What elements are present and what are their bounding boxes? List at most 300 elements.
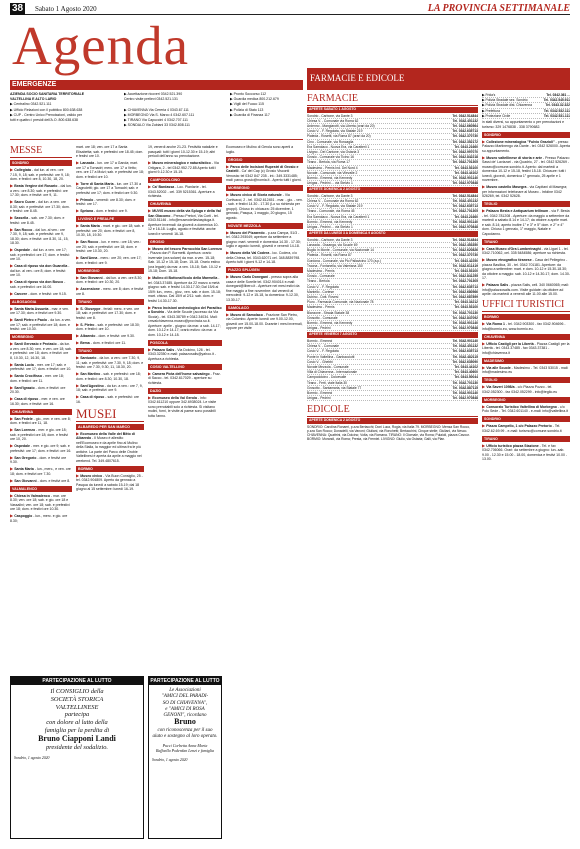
entries <box>482 247 570 297</box>
listing-entry: ▶ Mulino di BottonaVicolo della Marmella - tel. 0343.37485. Aperture da 22 marzo a metà giugno: sab. e festivi 14.30-17.30; Dal 15/6 al 15/9: lun., merc., giov., ven. sab. e dom. 15-18; mart. chiuso. Dal 15/9 al 2/11: sab. dom. e festivi 14.30-17.30. <box>148 275 221 303</box>
pharmacy-phone: Tel. 0342.370730 <box>452 253 478 258</box>
entry-name: Consorzio Turistico Valtellina di Morbegno <box>486 404 557 409</box>
entries <box>148 145 222 175</box>
agenda-title: Agenda <box>12 15 190 76</box>
entry-text: mer. ore 18; dom. e festivi: ore 11. <box>10 374 64 383</box>
pharmacy-phone: Tel. 0342.611419 <box>452 263 478 268</box>
entry-text: Fraz. di Sacco - tel. 0342.617029 - aperture su richiesta. <box>148 371 221 385</box>
listing-entry: ▶ San Martino - sab. e prefestivi: ore 18; dom. e festivi: ore 8.30, 10.30, 18. <box>76 371 141 381</box>
entry-text: dom. e festivi: ore 20.30. <box>10 385 66 394</box>
bullet-icon: ▶ <box>76 223 81 228</box>
entries <box>10 168 72 296</box>
entry-name: San Martino <box>80 372 101 376</box>
useful-number-row <box>482 114 570 119</box>
entry-name: Piazza Campello, 1 c/o Palazzo Pretorio <box>486 424 552 428</box>
bullet-icon: ▶ <box>148 160 153 165</box>
newspaper-name: LA PROVINCIA SETTIMANALE <box>427 3 570 14</box>
bullet-icon: ▶ <box>226 192 231 197</box>
emergency-line: ▶ Polizia di Stato 113 <box>230 107 264 112</box>
listing-entry: ▶ Sassella - sab. ore 7.30; dom. e festivi: ore 8.45. <box>10 215 65 225</box>
farmacie-list <box>307 107 478 401</box>
pharmacy-name: Grosio - Comunale <box>307 274 335 279</box>
entries <box>10 307 72 332</box>
pharmacy-name: Madesimo - Pernis Ind. Del Nord 4 <box>307 165 358 170</box>
entry-name: Bema <box>80 341 90 345</box>
section-band: SONDRIO <box>482 416 570 422</box>
useful-number-label: ▶ Polizia Stradale sez. Sondrio <box>482 98 528 103</box>
section-band: TIRANO <box>76 348 144 354</box>
edicole-title: EDICOLE <box>307 404 478 417</box>
bullet-icon: ▶ <box>76 340 81 345</box>
entry-text: Ca' del Cap (c) Grosio Visconti Venosta: tel 0342 847 235 - int.: 349.3331485; mail: parco.grosio@nomia.it - Aperto tutti i giorni. <box>226 169 302 182</box>
listing-entry: ▶ Ecomuseo della Valle del Bitto di Albaredo - Il Museo è allestito nell'Ecomuseo e da aprile fino al Mulino della Stalla, la maggior ed ultima fra le più antiche. La parte del Parco delle Orobie Valtellinesi è aperta da aprile a maggio nei weekend. Tel. 349.4807615. <box>76 430 142 463</box>
farmacie-edicole-header <box>307 68 570 90</box>
useful-number-label: ▶ Frida's <box>482 93 496 97</box>
pharmacy-phone: Tel. 0342.841255 <box>452 274 478 279</box>
pharmacy-phone: Tel. 0342.901140 <box>452 175 478 180</box>
emergenze-label: EMERGENZE <box>12 81 57 88</box>
entry-text: dom. e festivi ore 8. <box>39 478 71 483</box>
section-band: CHIAVENNA <box>10 409 72 415</box>
listing-entry: ▶ Santi Gervasio e Protasio - da lun. a ven. ore 8.30; ven. e ven. ore 18; sab. e prefestivi: ore 18; dom. e festivi: ore 8, 10.30, 12, 16.30, 18. <box>10 341 72 360</box>
emergenze-col-3 <box>230 92 303 118</box>
farmacie-title: FARMACIE <box>307 93 478 106</box>
entry-name: San Rocco <box>80 240 99 244</box>
pharmacy-phone: Tel. 0342.453350 <box>452 242 478 247</box>
entry-text: p.zza Campa, 51/3 - tel. 0342.293049; aperture da settembre a giugno: mart. venerdì e domenica 14.30 - 17.30; luglio e agosto: lunedì, giovedì e venerdì 14-18. <box>226 230 301 248</box>
pharmacy-name: Traona - Fontanella, via Valeriana 150 <box>307 263 363 268</box>
entry-name: S. Pietro <box>80 322 95 327</box>
entry-text: tel. 0343.37485. Aperture da 22 marzo a metà giugno: sab. e festivi 14.30-17.30; Dal 15/6 al 15/9: lun., merc., giov., ven. sab. e dom. 15-18; mart. chiuso. Dal 15/9 al 2/11: sab. dom. e festivi 14.30-17.30. <box>148 280 221 303</box>
pharmacy-phone: Tel. 0342.635713 <box>452 204 478 209</box>
entry-name: MUVIS museo della via Spluga e della Val San Giacomo <box>148 209 221 218</box>
bullet-icon: ▶ <box>148 394 153 400</box>
pharmacy-row <box>307 181 478 186</box>
entry-name: Museo civico di Storia naturale <box>230 193 282 197</box>
bullet-icon: ▶ <box>76 382 81 388</box>
entry-text: sab. e prefestivi: ore 18.30; dom. e festivi: ore 10. <box>76 322 140 331</box>
bullet-icon: ▶ <box>148 245 153 251</box>
entries <box>76 307 144 346</box>
entries <box>226 275 303 302</box>
mourning-line: e "AMICI DI ROSA <box>165 706 205 712</box>
emergency-line: tutti e quattro i presidi dell'A.O. 800.638.638 <box>10 118 78 123</box>
section-band: COSIO VALTELLINO <box>148 364 222 370</box>
pharmacy-name: Era Samolaco - Nuova Era, via Caratterii 1 <box>307 214 370 219</box>
pharmacy-name: Tirano - Bertola <box>307 279 330 284</box>
listing-entry: ▶ Museo etnografico tiranese - Casa del Pellegrino - piazza Basilica, 30 - tel. 0342.701181. Aperture: da giugno a settembre: mart. e dom. 10-12 e 15.30-18.30; da ottobre a maggio: sab. 10-12 e 14.30-17; dom. 14.30-17. <box>482 257 570 280</box>
bullet-icon: ▶ <box>482 423 487 428</box>
musei-column-2 <box>226 145 303 333</box>
pharmacy-name: Cosio V. - F. Regolata <box>307 284 339 289</box>
entry-text: Tel. e fax 0342.706066. Orari: da settembre a giugno: lun.-sab. 9.00 - 12.30 e 15.00 - 18.00, domenica e festivi 10.00 - 13.00. <box>482 443 568 461</box>
pharmacy-phone: Tel. 0342.842218 <box>452 155 478 160</box>
messe-title: MESSE <box>10 145 72 158</box>
entry-text: Presso Palazzo Sassi de' Lavizzari - via Quadrio, 27 - tel. 0342 526269 - museo@comune.sondrio.it. Aperto: dal martedì a domenica 10-12 e 15-18, festivi 15-18. Chiusure: tutti i lunedì, giovedì, domenica 1° gennaio, 25 aprile e 1 novembre. <box>482 155 570 182</box>
entry-text: da lun. a ven.: ore 7, 9, 18; sab. e prefestivi: ore 9. <box>76 383 143 392</box>
bullet-icon: ▶ <box>76 286 81 291</box>
entry-name: Via Roma 1 <box>486 322 505 326</box>
entry-text: loc. Codera, c/o della Chiesa, tel. 0343.62071 cel. 348.8839798. Aperto tutti i giorni 9-12 e 14-18. <box>226 251 301 264</box>
bullet-icon: ▶ <box>76 355 81 360</box>
pharmacy-name: Novate - Comunale, via Vilevalle 2 <box>307 170 358 175</box>
pharmacy-phone: Tel. 0343.42250 <box>454 258 478 263</box>
entry-text: Piazza don P. Bormetti. Apertura: orario invernale (ora solare) da mar. a ven. 15-18; Sab. 10-12 e 15-18; Dom. 15-18. Orario estivo (ora legale) da mar. a ven. 15-18; Sab. 10-12 e 15-18; Dom. 15-18. <box>148 251 221 273</box>
bullet-icon: ▶ <box>482 442 487 448</box>
entry-name: Sant'Anna <box>80 256 98 260</box>
section-band: TIRANO <box>76 299 144 305</box>
listing-entry: ▶ San Rocco - dal lun. al ven.: ore 7.30, 9, 18; sab. e prefestivi: ore 9, 18.30; dom. e festivi: ore 8.30, 11, 15, 18.30. <box>10 226 69 245</box>
pharmacy-name: Cosio V. - F. Regolata, via Statale 219 <box>307 204 363 209</box>
listing-entry: ▶ Primolo - venerdì: ore 8.30; dom. e festivi: ore 17. <box>76 196 136 206</box>
bullet-icon: ▶ <box>10 341 15 346</box>
entry-name: San Lorenzo <box>14 428 36 432</box>
entry-name: Museo di Samolaco <box>230 312 263 317</box>
pharmacy-phone: Tel. 0342.514844 <box>452 193 478 198</box>
pharmacy-name: Grosotto - Comunale <box>307 315 338 320</box>
bullet-icon: ▶ <box>76 196 81 202</box>
pharmacy-phone: Tel. 0343.50044 <box>454 375 478 380</box>
entries <box>76 145 144 214</box>
mourning-body <box>149 685 221 756</box>
pharmacy-name: Ponte in Valtellina - Ganbacciutti <box>307 354 355 359</box>
bullet-icon: ▶ <box>226 311 231 317</box>
mourning-lines <box>14 688 140 735</box>
entry-text: dal lun. a ven.: ore 8.30; sab. e prefestivi: ore 17.30; dom. e festivi: ore 9, 11. <box>10 184 72 197</box>
entries <box>226 165 303 183</box>
listing-entry <box>148 145 222 159</box>
listing-entry: ▶ Parco delle Incisioni Rupestri di Grosio e Castelli - Ca' del Cap (c) Grosio Visconti Venosta: tel 0342 847 235 - int.: 349.3331485; mail: parco.grosio@nomia.it - Aperto tutti i giorni. <box>226 163 302 182</box>
entry-text: merc. ore 8; dom. e festivi ore 8. <box>76 287 144 296</box>
mourning-tail: con riconoscenza per il suo aiuto e sostegno al loro operato. <box>152 727 218 740</box>
bullet-icon: ▶ <box>148 370 153 376</box>
bullet-icon: ▶ <box>76 255 81 260</box>
entries <box>148 209 222 236</box>
entry-name: Albaredo <box>80 334 96 338</box>
entry-name: Santi Pietro e Paolo <box>14 318 48 322</box>
emergency-line: ▶ Centralino 0342.521.111 <box>10 102 52 107</box>
listing-entry: ▶ Museo del tesoro Parrocchia San Lorenzo - Piazza don P. Bormetti. Apertura: orario invernale (ora solare) da mar. a ven. 15-18; Sab. 10-12 e 15-18; Dom. 15-18. Orario estivo (ora legale) da mar. a ven. 15-18; Sab. 10-12 e 15-18; Dom. 15-18. <box>148 245 222 273</box>
entry-name: Ecomuseo della Val Gerola <box>152 395 197 400</box>
entry-name: Lanzada <box>80 161 95 165</box>
entries <box>482 444 570 462</box>
pharmacy-phone: Tel. 0342.997070 <box>452 149 478 154</box>
pharmacy-name: Unigas - Pedrini ... via Stelvio 1 <box>307 225 353 230</box>
pharmacy-name: Grosotto - Santamaria, via Statale 77 <box>307 385 362 390</box>
section-band: ALBAREDO PER SAN MARCO <box>76 424 144 430</box>
pharmacy-name: Sondrio - Carbone, via Dante 3 <box>307 193 353 198</box>
pharmacy-phone: Tel. 0343.21660 <box>454 144 478 149</box>
listing-entry: ▶ Palazzo Besta e Antiquarium tellinum - via F. Besta - tel. 0342.781208 - Aperture: da maggio a settembre da martedì a sabato 8.14 e 14-17; da ottobre a aprile mart. e sab. 8.14; aperto inoltre 1° e 3° e 5° dom. e 2° e 4° dom. Chiuso 1 gennaio, 1° maggio, Natale e Capodanno. <box>482 208 570 236</box>
useful-number-label: ▶ Polizia Stradale dist. Chiavenna <box>482 103 533 108</box>
entry-text: c/o Polo Sede - Tel. 0342.601140 - e-mail: info@valtellina.it <box>482 404 568 413</box>
pharmacy-name: Bianzone - Strada Statale 38 <box>307 310 350 315</box>
entry-text: tel. 0342.903300 - fax 0342.904696 - info@bormio.eu, www.bormio.eu. <box>482 322 566 331</box>
entry-text: lun. e merc.: ore 18; ven.: ore 20; sab. e prefestivi: ore 18; dom. e festivi: ore 10.30, 20. <box>76 240 142 253</box>
entry-text: Madesimo - Tel. 0343 53015 - mail: info@madesimo.eu <box>482 365 569 374</box>
entry-name: Casa di riposo <box>80 395 105 399</box>
section-band: MORBEGNO <box>76 268 144 274</box>
farmacie-band: APERTE DOMENICA 2 AGOSTO <box>307 187 478 193</box>
page-header <box>10 3 570 15</box>
pharmacy-name: Bormio - Emmeci, via Kennedy <box>307 175 353 180</box>
pharmacy-name: Novate Mezzola - Comunale <box>307 364 349 369</box>
pharmacy-name: Madesimo - Pernis <box>307 268 335 273</box>
entry-name: Parco Incisioni archeologico del Paradiso a Sondrio <box>148 305 222 314</box>
bullet-icon: ▶ <box>76 394 81 399</box>
section-band: GROSIO <box>148 239 222 245</box>
farmacie-band: APERTE SABATO 1 AGOSTO <box>307 107 478 113</box>
bullet-icon: ▶ <box>76 274 81 280</box>
listing-entry: ▶ Ospedale - dal lun. a ven. ore 17; sab. e prefestivi: ore 17; dom. e festivi: ore 10. <box>10 247 70 261</box>
farmacie-band: APERTE DA LUNEDÌ 3 A DOMENICA 9 AGOSTO <box>307 231 478 237</box>
entry-name: Santi Gervasio e Protasio <box>14 342 57 346</box>
mourning-notice-1 <box>10 676 144 839</box>
section-band: LIVIGNO E PREALPE <box>76 216 144 222</box>
entry-text: presso sopra alla casa e delle Sorelle tel. 0342.904014 e-mail: donegani@libero.it - Aperture nei mesi estivi da fine maggio a fine novembre: dal venerdì al mercoledì: 9-12 e 15-18, la domenica: 9-12.30, 13.30-17. <box>226 275 300 302</box>
entry-name: Ecomuseo della Valle del Bitto di Albaredo <box>76 431 135 440</box>
entry-text: Via Ortigara, 2 - tel 0342.952.72.85 Aperto tutti i giorni 9-12.30 e 15-19. <box>148 161 219 174</box>
listing-entry: ▶ Camera Picta dell'home salvadego - Fraz. di Sacco - tel. 0342.617029 - aperture su richiesta. <box>148 370 221 385</box>
bullet-icon: ▶ <box>482 340 487 346</box>
bullet-icon: ▶ <box>10 361 15 367</box>
entry-name: Santa Maria Assunta <box>14 306 49 311</box>
listing-entry: ▶ Museo castello Masegra - via Capitani di Masegra; per informazioni telefonare al Museo - Infoline 0342 526269, tel. 0342 52628. <box>482 184 568 198</box>
bullet-icon: ▶ <box>148 346 153 352</box>
section-band: TEGLIO <box>482 377 570 383</box>
listing-entry: ▶ San Giovanni - dom. e festivi ore 8. <box>10 477 71 483</box>
entry-text: piazza Salis, cell. 340 0660065; mail: info@palazzosalis.com. Visite guidate: da ottobre ad aprile: da martedì a venerdì alle 11.00 alle 15.00. <box>482 283 569 296</box>
entry-text: dal lun. a ven. ore 17; sab. e prefestivi: ore 17; dom. e festivi: ore 10. <box>10 248 70 261</box>
useful-number-value: Tel. 0342.531.111 <box>543 113 570 118</box>
musei-column-3 <box>482 120 570 464</box>
edicole-text: SONDRIO: Carolina Ronaeri, p.zza Bertacchi; Doni Luca, Rogia, via Italia 79. MORBEGNO: Mensa San Rocco, p.zza San Rocco; Donadelli, via Vanoni; Giuliani, via Ronchetti; Bertacchini, Cinque stelle; Giuliani, via Nesco. CHIAVENNA: Quattrini, via Dolcino; Volta, via Romana. TIRANO: Il Giornale, via Roma; Pulaioli, piazza Cavour. BORMIO: Morandi, via Roma; Presta, via Fremiel. LIVIGNO: Giulio, via Ostaria; Galli, via Plan. <box>307 424 471 442</box>
entry-text: c/o Piazza Pozzo - tel. 0342.052300 - fax 0342.052299 - info@teglio.eu <box>482 385 558 394</box>
entry-name: Santuario <box>80 356 97 360</box>
entry-name: Collezione mineralogica "Fulvio Grazioli" <box>486 139 555 144</box>
mourning-signature-1: Pucci Corbetta Anna Maria <box>162 743 208 749</box>
musei-title: MUSEI <box>76 407 144 422</box>
mourning-body <box>11 685 143 754</box>
entry-name: Casa Museo d'Ora Lumberinaghi <box>486 246 541 251</box>
emergency-line: VALTELLINA E ALTO LARIO <box>10 97 57 102</box>
farmacie-band: APERTE VENERDÌ 7 AGOSTO <box>307 332 478 338</box>
entry-name: Ufficio turistico piazza Stazione <box>486 443 539 448</box>
pharmacy-phone: Tel. 0342.970848 <box>452 181 478 186</box>
pharmacy-phone: Tel. 0342.901140 <box>452 219 478 224</box>
listing-entry: ▶ Museo mineralogico e naturalistico - Via Ortigara, 2 - tel 0342.952.72.85 Aperto tutti i giorni 9-12.30 e 15-19. <box>148 160 219 174</box>
entry-name: Palazzo Besta e Antiquarium tellinum <box>486 209 549 213</box>
pharmacy-name: Mantello - Cortese <box>307 289 334 294</box>
entry-name: Collegiata <box>14 168 31 172</box>
entry-text: da lun. a ven. ore 8.30; ven. e ven. ore 18; sab. e prefestivi: ore 18; dom. e festivi: ore 8, 10.30, 12, 16.30, 18. <box>10 342 72 360</box>
pharmacy-phone: Tel. 0342.901140 <box>452 390 478 395</box>
pharmacy-phone: Tel. 0343.34212 <box>454 300 478 305</box>
entry-text: lun. ore 17.30 a Cagnoletti; gio. ore 17 a Tornadri; sab. e prefestivi ore 17; dom. e festivi ore 9.30. <box>76 181 142 195</box>
entries <box>148 372 222 386</box>
listing-entry: ▶ Sacro Cuore - dal lun. a ven. ore 8.30; sab. e prefestivi: ore 17.30; dom. e festivi: ore 8.45. <box>10 199 70 213</box>
bullet-icon: ▶ <box>10 384 15 390</box>
listing-entry: ▶ Ufficio turistico piazza Stazione - Tel. e fax 0342.706066. Orari: da settembre a giugno: lun.-sab. 9.00 - 12.30 e 15.00 - 18.00, domenica e festivi 10.00 - 13.00. <box>482 442 568 461</box>
listing-entry: ▶ Casa di riposo - sab. e prefestivi: ore 16. <box>76 394 139 404</box>
entry-text: da lun. a ven.: ore 7.30, 9, 11; sab. e prefestivi: ore 7.30, 9, 18; dom. e festivi: ore 7.30, 9.30, 11, 18.30, 20. <box>76 356 144 369</box>
listing-entry: ▶ Lanzada - lun. ore 17 a Ganda; mart. ore 17 a Tornadri; merc. ore 17 a Vetto; ven. ore 17 a Moizi; sab. e prefestivi ore 18; dom. e festivi ore 10. <box>76 160 144 179</box>
emergency-line: ▶ CUP - Centro Unico Prenotazioni, valido per <box>10 112 83 117</box>
entry-text: lun., merc. e gio. ore 8.30; <box>10 514 68 523</box>
listing-entry: ▶ Sant'Ignazio - dom. e festivi: ore 20.30. <box>10 384 66 394</box>
bullet-icon: ▶ <box>482 208 487 213</box>
mourning-line: partecipa <box>64 711 90 719</box>
entry-text: via Capitani di Masegra; per informazioni telefonare al Museo - Infoline 0342 526269, tel. 0342 52628. <box>482 185 568 198</box>
pharmacy-name: Dubino - Dott. Rovesi <box>307 295 339 299</box>
listing-entry: ▶ Santi Pietro e Paolo - da lun. a ven. ore 17; sab. e prefestivi ore 18; dom. e festivi: ore 10.30. <box>10 317 72 331</box>
entries <box>482 424 570 433</box>
entry-name: Museo etnografico tiranese <box>486 258 532 262</box>
listing-entry <box>76 145 144 159</box>
bullet-icon: ▶ <box>10 183 15 188</box>
pharmacy-name: Cosio V. - F. Regolata <box>307 349 339 354</box>
listing-entry <box>226 145 303 154</box>
listing-entry: ▶ Casa di riposo via don Guanella - dal lun. al ven.: ore 8; dom. e festivi: ore 10. <box>10 263 70 277</box>
pharmacy-name: Tirano - Bertola, via Roma 17 <box>307 160 350 165</box>
bullet-icon: ▶ <box>76 430 81 436</box>
entries <box>482 342 570 356</box>
section-band: MORBEGNO <box>482 397 570 403</box>
entries <box>10 494 72 524</box>
pharmacy-phone: Tel. 0342.482115 <box>452 354 478 359</box>
pharmacy-name: Chiesa V. - Comunale via Roma 62 <box>307 199 359 204</box>
mourning-date: Sondrio, 1 agosto 2020 <box>14 756 50 761</box>
entry-text: presso Palazzo Martinengo via Dante - tel. 0342 526000. Aperta su appuntamento. <box>482 139 570 153</box>
entry-text: Via Cortivacci, 2 - tel. 0342.612451 - mar. - gio. - ven. - sab. e festivi 14.30 - 17.30 (Lo su richiesta per gruppi). Chiuso in: chiusura: 25 dicembre, 1 gennaio, Pasqua, 1 maggio, 20 giugno, 15 agosto. <box>226 193 303 220</box>
pharmacy-name: Lanzada - Ossanga, via Scuole 69 <box>307 242 358 247</box>
entry-name: Carcere <box>14 291 28 296</box>
entry-text: mer. e ven. ore 16.30; dom. e festivi: ore 16. <box>10 397 65 406</box>
entries <box>226 193 303 220</box>
pharmacy-phone: Tel. 0342.514844 <box>452 237 478 242</box>
entry-text: merc.: ore 20; ven. ore 17; dom. e festivi: ore 9. <box>76 256 142 265</box>
entry-text: mer. ore 17; sab. e prefestivi: ore 17; dom. e festivi: ore 10. <box>10 362 72 371</box>
section-band: SAMOLACO <box>226 305 303 311</box>
bullet-icon: ▶ <box>10 513 15 518</box>
entry-name: Casa di riposo via don Guanella <box>14 264 68 268</box>
entry-name: Museo del Pizzaredo <box>230 230 265 235</box>
entry-name: Caspoggio <box>14 514 33 518</box>
entry-name: Sant'Agostino <box>80 383 104 388</box>
pharmacy-row <box>307 326 478 331</box>
bullet-icon: ▶ <box>10 199 15 204</box>
bullet-icon: ▶ <box>148 184 153 189</box>
farmacie-section <box>307 93 478 442</box>
bullet-icon: ▶ <box>10 290 15 296</box>
emergenze-bar <box>10 80 303 90</box>
listing-entry: ▶ Santa Maria - mart. e gio.: ore 18; sab. e prefestivi: ore 20; dom. e festivi: ore 8, 10.30, 18, 19.30. <box>76 223 144 237</box>
useful-number-value: Tel. 0343.32.322 <box>545 103 570 108</box>
listing-entry: ▶ Palazzo Salis - Via Dolcino, 126 - tel. 0343.32350 e-mail: palazzosalis@yahoo.it - Apertura a richiesta. <box>148 346 216 361</box>
entries <box>148 247 222 338</box>
pharmacy-phone: Tel. 0342.635713 <box>452 349 478 354</box>
emergency-line: ▶ Pronto Soccorso 112 <box>230 92 267 96</box>
mourning-line: Le Associazioni <box>169 688 201 693</box>
pharmacy-phone: Tel. 0343.53100 <box>454 165 478 170</box>
entries <box>148 396 222 419</box>
entry-text: Via Buon Consiglio, 25 - tel. 0342.904809. Aperto da gennaio a Pasqua da lunedì a sabato 15-19; dal 18 giugno al 15 settembre: lunedì 16-19. <box>76 473 143 491</box>
pharmacy-name: Bormio - Emmeci <box>307 338 333 343</box>
section-band: MORBEGNO <box>226 185 303 191</box>
pharmacy-name: Bormio - Emmeci <box>307 390 333 395</box>
entry-name: Santo Crocifisso <box>14 374 42 378</box>
emergency-line: Centro visite prelievi 0342.521.131 <box>124 97 178 102</box>
farmacie-edicole-title: FARMACIE E EDICOLE <box>310 73 405 83</box>
pharmacy-name: Gordona - Comunale, via Pio Pallavicino 170 (a.p.) <box>307 258 382 263</box>
mourning-name: Bruno Ciapponi Landi <box>38 733 116 743</box>
mourning-line: famiglia per la perdita di <box>44 726 110 734</box>
entry-name: Via alle Scuole <box>486 365 511 370</box>
section-band: MORBEGNO <box>10 334 72 340</box>
mourning-line: "AMICI DEL PARADI- <box>161 694 209 700</box>
bullet-icon: ▶ <box>482 245 487 251</box>
listing-entry: ▶ Piazza Campello, 1 c/o Palazzo Pretorio - Tel. 0342.62.69.99 - e-mail: turismo@comune.sondrio.it <box>482 423 562 433</box>
bullet-icon: ▶ <box>10 466 15 471</box>
musei-column-1 <box>148 145 222 421</box>
entry-name: Camera Picta dell'home salvadego <box>152 371 210 376</box>
bullet-icon: ▶ <box>10 477 15 483</box>
pharmacy-name: Cosio V. - Ghebbi <box>307 359 333 364</box>
entry-name: Ospedale <box>14 444 30 448</box>
mourning-tail: presidente del sodalizio. <box>45 743 109 751</box>
entry-name: Museo del tesoro Parrocchia San Lorenzo <box>152 246 222 251</box>
bullet-icon: ▶ <box>482 321 487 326</box>
listing-entry: ▶ Casa Museo d'Ora Lumberinaghi - via Ligari 1 - tel. 0342.710062, cel. 335 5484586; aperture su richiesta. <box>482 245 569 255</box>
section-band: NOVATE MEZZOLA <box>226 223 303 229</box>
entry-text: mart. ore 18; ven. ore 17 a Santa Elisabetta; sab. e prefestivi ore 18.45; dom. e festivi ore 10. <box>76 145 144 158</box>
listing-entry: ▶ Sant'Agostino - da lun. a ven.: ore 7, 9, 18; sab. e prefestivi: ore 9. <box>76 382 143 392</box>
entry-text: Presso Pretori, Via Corti - tel. 0343.51146 - info@museodellaviaspluga.it. Aperture invernali: da giovedì a domenica 10-12 e 16-18. Luglio, agosto e festività: anche lunedì e venerdì 16-18. <box>148 213 219 236</box>
listing-entry: ▶ Santa Maria Assunta - mar. e ven. ore 17.30; dom. e festivi ore 9.30. <box>10 305 69 315</box>
bullet-icon: ▶ <box>10 415 15 421</box>
listing-entry: ▶ Caspoggio - lun., merc. e gio. ore 8.30; <box>10 513 68 523</box>
listing-entry: ▶ San Lorenzo - mer. e gio. ore 18; sab. e prefestivi ore 18; dom. e festivi ore 10, 20. <box>10 427 68 441</box>
entry-text: dom. e festivi: ore 9.15. <box>30 291 67 296</box>
entry-name: Spriana <box>80 209 94 213</box>
entries <box>76 224 144 265</box>
listing-entry: ▶ Santa Maria - lun., merc., e ven. ore 18; dom. e festivi ore 7.30. <box>10 466 71 476</box>
pharmacy-name: Piateda - Rosetti, via Roma 87 <box>307 253 352 258</box>
listing-entry: ▶ Ecomuseo della Val Gerola - info: 0342.611210 oppure 342.6938024. Le visite sono prenotabili solo a richiesta. Si visitano mulini, forni, le visite al paese sono possibili tutta l'anno. <box>148 394 217 418</box>
intro-text: in stati diversi, su appuntamento o per prenotazioni e turismo: 329 1476838 - 338 3790682. <box>482 120 565 129</box>
listing-entry: ▶ Casa di riposo via don Bosco - sab. e prefestivi: ore 16.00. <box>10 279 66 289</box>
entry-name: Museo civico <box>80 473 103 478</box>
pharmacy-name: Ardenno - Mangiarotti, via Liberta (orari da 20) <box>307 123 375 128</box>
entry-name: Via Saveri 1098/a <box>486 385 515 389</box>
listing-entry: ▶ S. Pietro - sab. e prefestivi: ore 18.30; dom. e festivi: ore 10. <box>76 321 140 331</box>
bullet-icon: ▶ <box>148 304 153 310</box>
entries <box>10 417 72 484</box>
section-band: TIRANO <box>482 436 570 442</box>
listing-entry: ▶ Palazzo Salis - piazza Salis, cell. 340 0660065; mail: info@palazzosalis.com. Visite guidate: da ottobre ad aprile: da martedì a venerdì alle 11.00 alle 15.00. <box>482 282 569 296</box>
entry-text: dom. e festivi: ore 9. <box>96 209 128 213</box>
entry-name: Beata Vergine del Rosario <box>14 184 58 188</box>
listing-entry: ▶ San Fedele - gio., mer. e ven. ore 8; dom. e festivi ore 11, 18. <box>10 415 71 425</box>
useful-number-label: ▶ Prefettura <box>482 108 500 113</box>
mourning-name: Bruno <box>174 717 196 727</box>
pharmacy-name: Sondrio - Carbone, via Dante 3 <box>307 237 353 242</box>
emergency-line: ▶ Ufficio Relazioni con il pubblico 800.638.638 <box>10 107 83 112</box>
entries <box>76 356 144 404</box>
bullet-icon: ▶ <box>76 208 81 213</box>
bullet-icon: ▶ <box>10 226 15 232</box>
listing-entry: ▶ Museo della Val Codera - loc. Codera, c/o della Chiesa, tel. 0343.62071 cel. 348.8839798. Aperto tutti i giorni 9-12 e 14-18. <box>226 250 301 264</box>
